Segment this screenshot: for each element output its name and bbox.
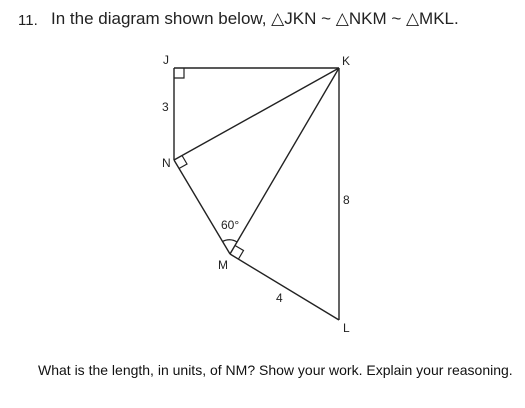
length-label-ml: 4 [276,291,283,305]
question-text: What is the length, in units, of NM? Show your work. Explain your reasoning. [38,362,513,378]
vertex-label-k: K [342,54,351,68]
vertex-label-n: N [162,156,171,170]
right-angle-marker-j [174,68,184,78]
right-angle-marker-n [179,156,187,169]
length-label-jn: 3 [162,100,169,114]
segment-ml [230,254,339,320]
vertex-label-j: J [163,53,169,67]
segment-nk [174,68,339,160]
problem-number: 11. [18,12,38,29]
vertex-label-m: M [218,258,228,272]
angle-label-m: 60° [221,218,240,232]
segment-mk [230,68,339,254]
problem-statement: In the diagram shown below, △JKN ~ △NKM ~ △MKL. [51,9,459,28]
length-label-kl: 8 [343,193,350,207]
vertex-label-l: L [343,321,350,335]
segment-nm [174,160,230,254]
angle-arc-m [223,240,238,242]
right-angle-marker-m [235,246,244,260]
